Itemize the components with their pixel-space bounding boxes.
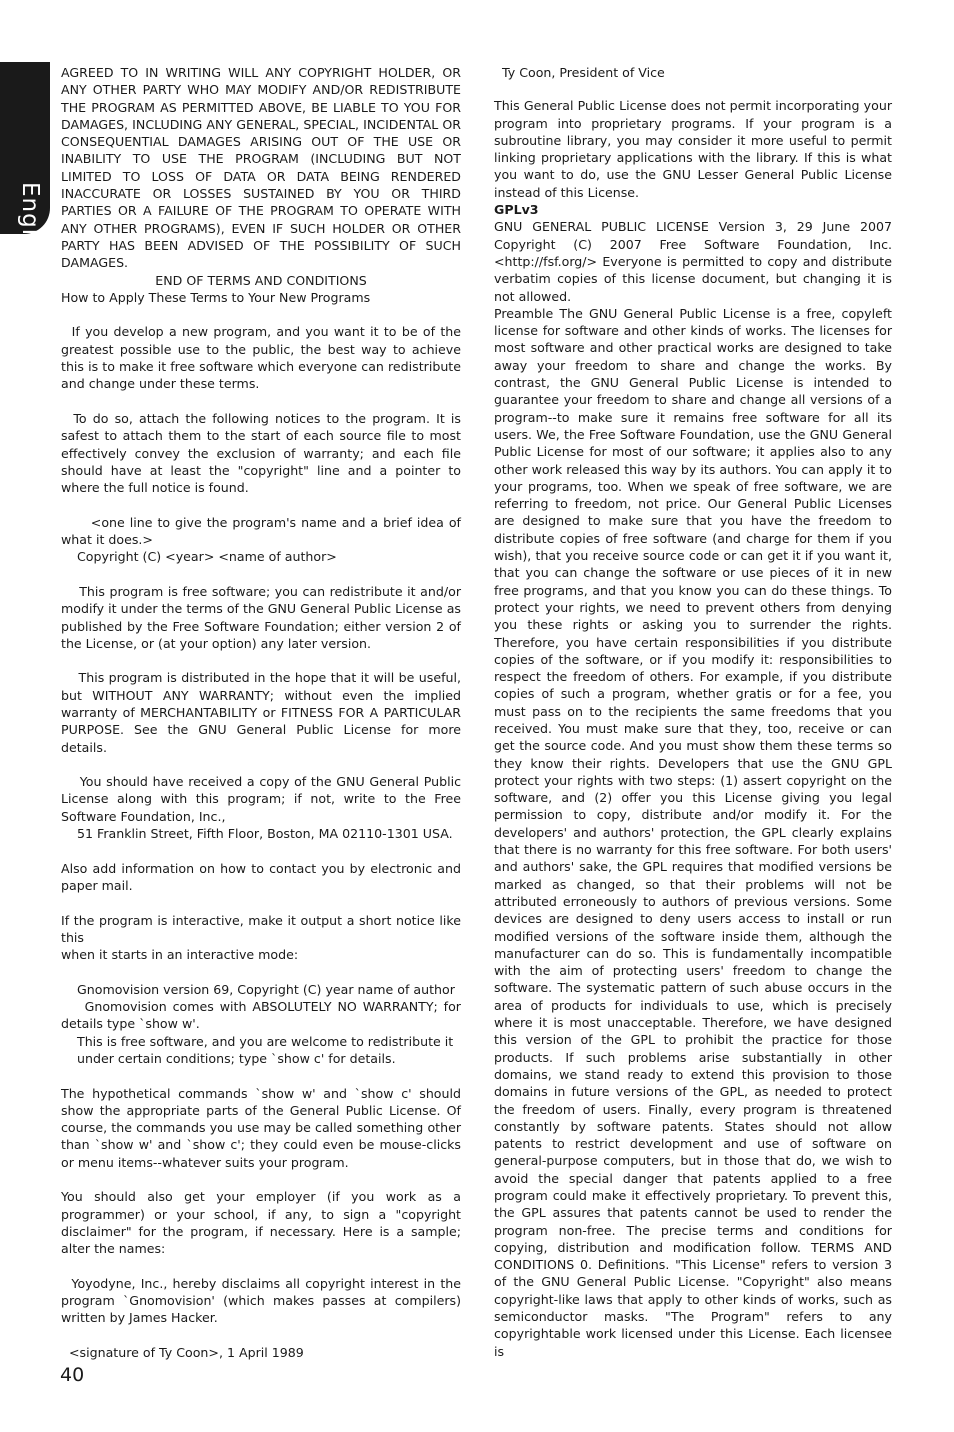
paragraph: when it starts in an interactive mode: bbox=[61, 947, 299, 963]
notice-line: 51 Franklin Street, Fifth Floor, Boston, MA 02110-1301 USA. bbox=[61, 826, 453, 842]
notice-paragraph: This program is free software; you can redistribute it and/or modify it under the terms of the GNU General Public License as published by the Free Software Foundation; either version 2 of the License, or (at your option) any later version. bbox=[61, 583, 461, 651]
preamble-paragraph: Preamble The GNU General Public License is a free, copyleft license for software and other kinds of works. The licenses for most software and other practical works are designed to take away your freedom to share and change the works. By contrast, the GNU General Public License is intended to guarantee your freedom to share and change all versions of a program--to make sure it remains free software for all its users. We, the Free Software Foundation, use the GNU General Public License for most of our software; it applies also to any other work released this way by its authors. You can apply it to your programs, too. When we speak of free software, we are referring to freedom, not price. Our General Public Licenses are designed to make sure that you have the freedom to distribute copies of free software (and charge for them if you wish), that you receive source code or can get it if you want it, that you can change the software or use pieces of it in new free programs, and that you know you can do these things. To protect your rights, we need to prevent others from denying you these rights or asking you to surrender the rights. Therefore, you have certain responsibilities if you distribute copies of the software, or if you modify it: responsibilities to respect the freedom of others. For example, if you distribute copies of such a program, whether gratis or for a fee, you must pass on to the recipients the same freedoms that you received. You must make sure that they, too, receive or can get the source code. And you must show them these terms so they know their rights. Developers that use the GNU GPL protect your rights with two steps: (1) assert copyright on the software, and (2) offer you this License giving you legal permission to copy, distribute and/or modify it. For the developers' and authors' protection, the GPL clearly explains that there is no warranty for this free software. For both users' and authors' sake, the GPL requires that modified versions be marked as changed, so that their problems will not be attributed erroneously to authors of previous versions. Some devices are designed to deny users access to install or run modified versions of the software inside them, although the manufacturer can do so. This is fundamentally incompatible with the aim of protecting users' freedom to change the software. The systematic pattern of such abuse occurs in the area of products for individuals to use, which is precisely where it is most unacceptable. Therefore, we have designed this version of the GPL to prohibit the practice for those products. If such problems arise substantially in other domains, we stand ready to extend this provision to those domains in future versions of the GPL, as needed to protect the freedom of users. Finally, every program is threatened constantly by software patents. States should not allow patents to restrict development and use of software on general-purpose computers, but in those that do, we wish to avoid the special danger that patents applied to a free program could make it effectively proprietary. To prevent this, the GPL assures that patents cannot be used to render the program non-free. The precise terms and conditions for copying, distribution and modification follow. TERMS AND CONDITIONS 0. Definitions. "This License" refers to version 3 of the GNU General Public License. "Copyright" also means copyright-like laws that apply to other kinds of works, such as semiconductor masks. "The Program" refers to any copyrightable work licensed under this License. Each licensee is bbox=[494, 305, 892, 1359]
signature-line: <signature of Ty Coon>, 1 April 1989 bbox=[61, 1344, 304, 1360]
paragraph: The hypothetical commands `show w' and `show c' should show the appropriate parts of the General Public License. Of course, the commands you use may be called something other than `show w' and `show c'; they could even be mouse-clicks or menu items--whatever suits your program. bbox=[61, 1085, 461, 1170]
paragraph: You should also get your employer (if you work as a programmer) or your school, if any, to sign a "copyright disclaimer" for the program, if necessary. Here is a sample; alter the names: bbox=[61, 1189, 461, 1257]
interactive-notice-line: under certain conditions; type `show c' for details. bbox=[61, 1050, 396, 1066]
language-tab-label: English bbox=[17, 182, 43, 273]
interactive-notice-line: Gnomovision comes with ABSOLUTELY NO WARRANTY; for details type `show w'. bbox=[61, 999, 461, 1032]
gplv3-heading: GPLv3 bbox=[494, 202, 539, 218]
paragraph: Also add information on how to contact you by electronic and paper mail. bbox=[61, 860, 461, 893]
notice-line: Copyright (C) <year> <name of author> bbox=[61, 549, 337, 565]
page-number: 40 bbox=[60, 1364, 85, 1386]
paragraph: If you develop a new program, and you want it to be of the greatest possible use to the public, the best way to achieve this is to make it free software which everyone can redistribute and change under these terms. bbox=[61, 324, 461, 392]
notice-paragraph: This program is distributed in the hope that it will be useful, but WITHOUT ANY WARRANTY; without even the implied warranty of MERCHANTABILITY or FITNESS FOR A PARTICULAR PURPOSE. See the GNU General Public License for more details. bbox=[61, 670, 461, 755]
interactive-notice-line: This is free software, and you are welcome to redistribute it bbox=[61, 1033, 454, 1049]
paragraph: If the program is interactive, make it output a short notice like this bbox=[61, 912, 461, 945]
paragraph: To do so, attach the following notices to the program. It is safest to attach them to the start of each source file to most effectively convey the exclusion of warranty; and each file should have at least the "copyright" line and a pointer to where the full notice is found. bbox=[61, 410, 461, 496]
paragraph-disclaimer: AGREED TO IN WRITING WILL ANY COPYRIGHT HOLDER, OR ANY OTHER PARTY WHO MAY MODIFY AND/OR REDISTRIBUTE THE PROGRAM AS PERMITTED ABOVE, BE LIABLE TO YOU FOR DAMAGES, INCLUDING ANY GENERAL, SPECIAL, INCIDENTAL OR CONSEQUENTIAL DAMAGES ARISING OUT OF THE USE OR INABILITY TO USE THE PROGRAM (INCLUDING BUT NOT LIMITED TO LOSS OF DATA OR DATA BEING RENDERED INACCURATE OR LOSSES SUSTAINED BY YOU OR THIRD PARTIES OR A FAILURE OF THE PROGRAM TO OPERATE WITH ANY OTHER PROGRAMS), EVEN IF SUCH HOLDER OR OTHER PARTY HAS BEEN ADVISED OF THE POSSIBILITY OF SUCH DAMAGES. bbox=[61, 65, 461, 271]
how-to-apply-heading: How to Apply These Terms to Your New Programs bbox=[61, 289, 371, 305]
notice-line: <one line to give the program's name and a brief idea of what it does.> bbox=[61, 514, 461, 548]
disclaimer-sample: Yoyodyne, Inc., hereby disclaims all copyright interest in the program `Gnomovision' (which makes passes at compilers) written by James Hacker. bbox=[61, 1275, 461, 1326]
right-text-column bbox=[494, 64, 892, 1360]
paragraph: This General Public License does not permit incorporating your program into proprietary programs. If your program is a subroutine library, you may consider it more useful to permit linking proprietary applications with the library. If this is what you want to do, use the GNU Lesser General Public License instead of this License. bbox=[494, 98, 892, 200]
gplv3-header-paragraph: GNU GENERAL PUBLIC LICENSE Version 3, 29 June 2007 Copyright (C) 2007 Free Software Foundation, Inc. <http://fsf.org/> Everyone is permitted to copy and distribute verbatim copies of this license document, but changing it is not allowed. bbox=[494, 219, 892, 304]
interactive-notice-line: Gnomovision version 69, Copyright (C) year name of author bbox=[61, 981, 455, 997]
signature-title-line: Ty Coon, President of Vice bbox=[494, 65, 665, 80]
language-side-tab bbox=[0, 62, 50, 273]
left-text-column bbox=[61, 64, 461, 1361]
end-of-terms-heading: END OF TERMS AND CONDITIONS bbox=[155, 272, 367, 288]
notice-paragraph: You should have received a copy of the GNU General Public License along with this program; if not, write to the Free Software Foundation, Inc., bbox=[61, 774, 461, 824]
